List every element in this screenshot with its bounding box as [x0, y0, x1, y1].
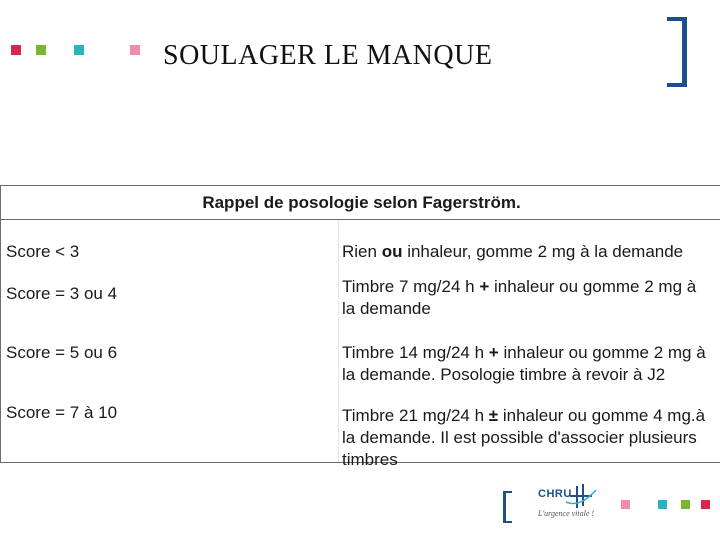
chru-logo	[530, 482, 602, 522]
decor-square-teal	[74, 45, 84, 55]
bracket-decoration	[667, 17, 687, 87]
score-cell: Score = 3 ou 4	[6, 284, 118, 303]
dose-cell: Rien ou inhaleur, gomme 2 mg à la demande	[342, 242, 684, 261]
decor-square-red	[701, 500, 710, 509]
column-divider	[338, 220, 339, 462]
dose-cell: Timbre 21 mg/24 h ± inhaleur ou gomme 4 mg.à la demande. Il est possible d'associer plusieurs timbres	[342, 406, 706, 469]
decor-square-pink	[621, 500, 630, 509]
slide-title: SOULAGER LE MANQUE	[163, 40, 493, 71]
logo-tagline: L'urgence vitale !	[538, 509, 595, 518]
dose-cell: Timbre 14 mg/24 h + inhaleur ou gomme 2 mg à la demande. Posologie timbre à revoir à J2	[342, 343, 706, 384]
decor-square-green	[681, 500, 690, 509]
dose-cell: Timbre 7 mg/24 h + inhaleur ou gomme 2 mg à la demande	[342, 277, 697, 318]
decor-square-pink	[130, 45, 140, 55]
decor-square-red	[11, 45, 21, 55]
logo-name: CHRU	[538, 488, 572, 500]
footer-bracket-decoration	[503, 491, 512, 523]
score-cell: Score = 7 à 10	[6, 403, 118, 422]
table-header: Rappel de posologie selon Fagerström.	[1, 186, 720, 220]
dosage-table	[0, 185, 720, 469]
score-cell: Score = 5 ou 6	[6, 343, 118, 362]
decor-square-green	[36, 45, 46, 55]
score-cell: Score < 3	[6, 242, 80, 261]
decor-square-teal	[658, 500, 667, 509]
